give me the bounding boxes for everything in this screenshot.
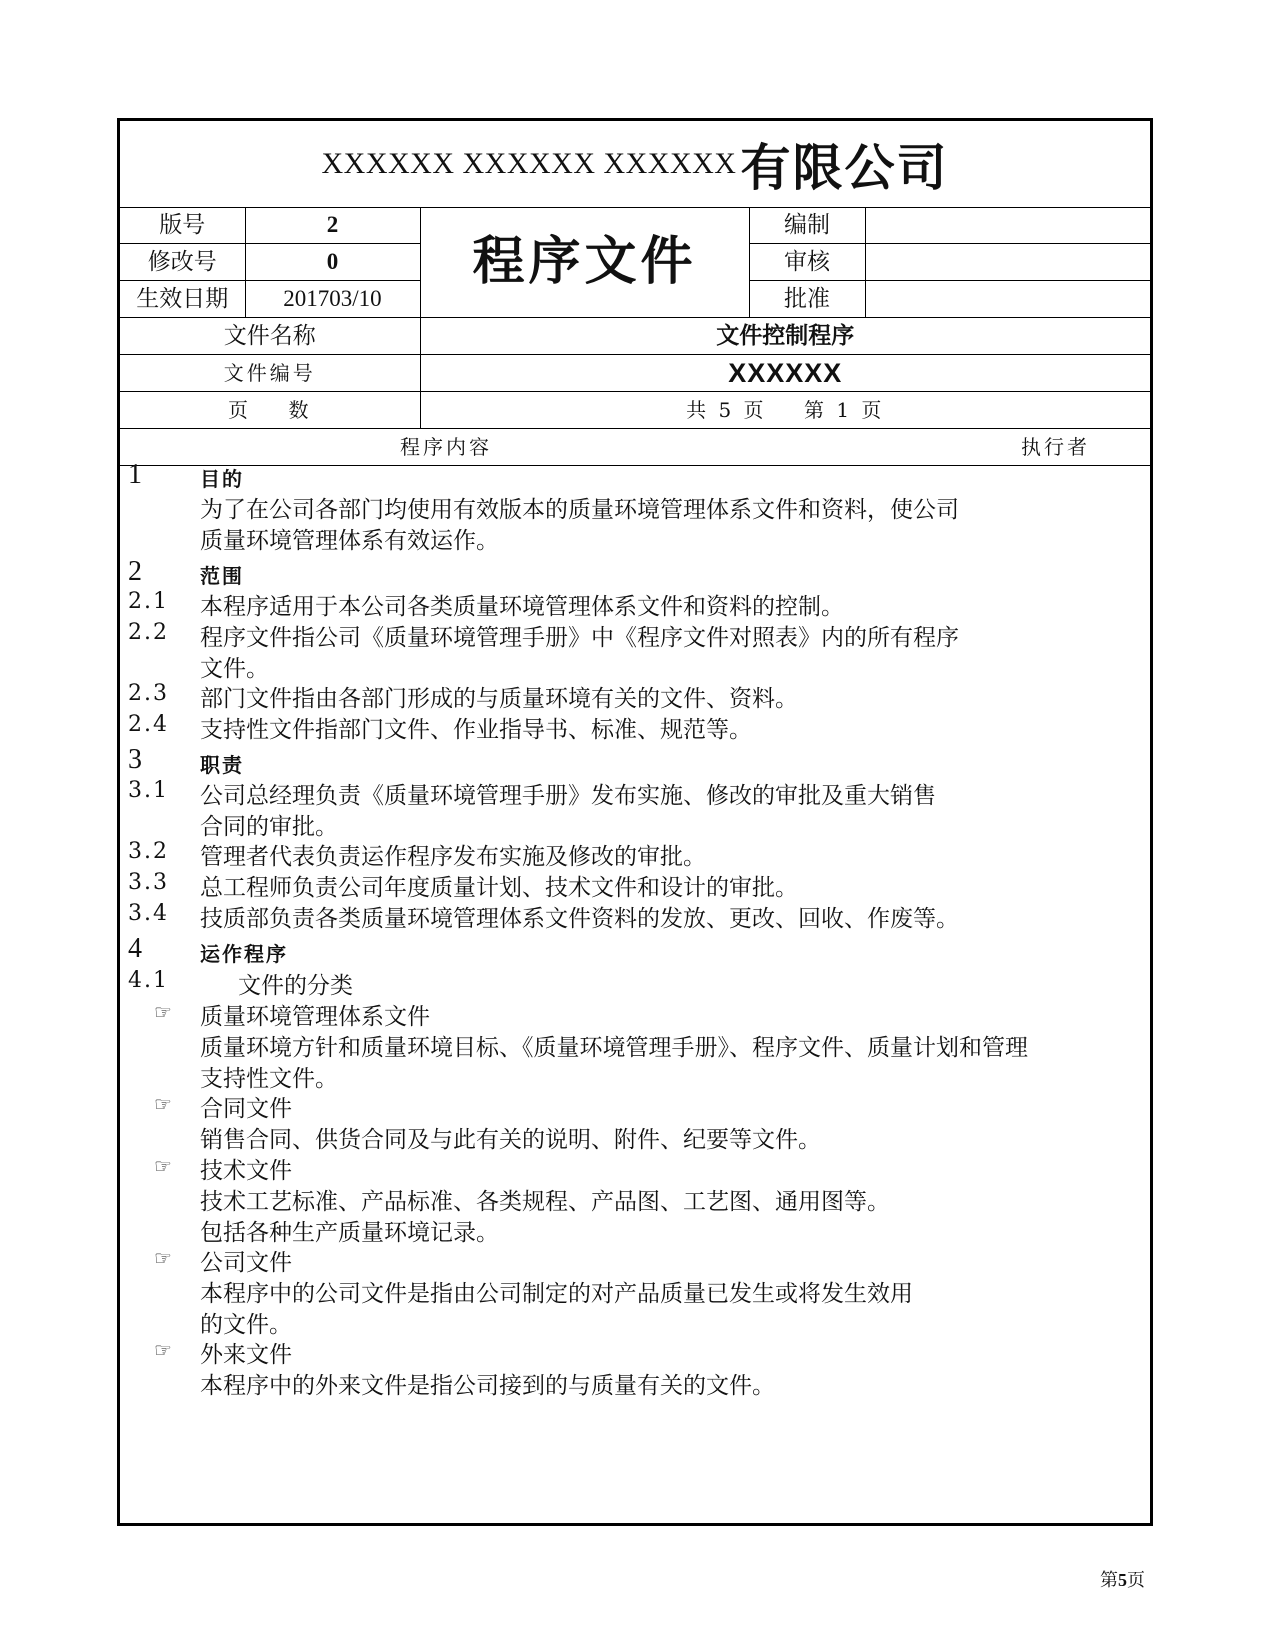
prepared-value bbox=[865, 207, 1150, 244]
reviewed-label: 审核 bbox=[749, 244, 865, 281]
clause-number: 2.2 bbox=[128, 620, 169, 645]
prepared-label: 编制 bbox=[749, 207, 865, 244]
clause-text: 合同的审批。 bbox=[200, 814, 338, 840]
document-header-table bbox=[120, 207, 1150, 466]
reviewed-value bbox=[865, 244, 1150, 281]
clause-text: 技质部负责各类质量环境管理体系文件资料的发放、更改、回收、作废等。 bbox=[200, 906, 959, 932]
clause-text: 本程序适用于本公司各类质量环境管理体系文件和资料的控制。 bbox=[200, 594, 844, 620]
pointing-hand-icon: ☞ bbox=[154, 1092, 172, 1116]
section-number: 2 bbox=[128, 556, 142, 587]
section-title-operation: 运作程序 bbox=[200, 942, 288, 966]
section-number: 3 bbox=[128, 744, 142, 775]
company-title bbox=[120, 121, 1150, 208]
category-title: 技术文件 bbox=[200, 1158, 292, 1184]
document-name-value: 文件控制程序 bbox=[420, 318, 1150, 355]
section-title-responsibility: 职责 bbox=[200, 753, 244, 777]
page-suffix: 页 bbox=[1127, 1570, 1145, 1590]
clause-text: 文件的分类 bbox=[238, 973, 353, 999]
page-footer bbox=[1100, 1566, 1145, 1592]
pointing-hand-icon: ☞ bbox=[154, 1154, 172, 1178]
clause-number: 2.3 bbox=[128, 681, 169, 706]
clause-text: 总工程师负责公司年度质量计划、技术文件和设计的审批。 bbox=[200, 875, 798, 901]
version-value: 2 bbox=[245, 207, 420, 244]
category-title: 公司文件 bbox=[200, 1250, 292, 1276]
effective-date-label: 生效日期 bbox=[120, 281, 245, 318]
paragraph: 质量环境管理体系有效运作。 bbox=[200, 528, 499, 554]
clause-text: 程序文件指公司《质量环境管理手册》中《程序文件对照表》内的所有程序 bbox=[200, 625, 959, 651]
clause-text: 支持性文件指部门文件、作业指导书、标准、规范等。 bbox=[200, 717, 752, 743]
document-name-label: 文件名称 bbox=[120, 318, 420, 355]
content-column-header: 程序内容 bbox=[120, 429, 749, 466]
document-code-label: 文件编号 bbox=[120, 355, 420, 392]
category-title: 外来文件 bbox=[200, 1342, 292, 1368]
section-number: 4 bbox=[128, 933, 142, 964]
section-title-scope: 范围 bbox=[200, 564, 244, 588]
category-text: 本程序中的外来文件是指公司接到的与质量有关的文件。 bbox=[200, 1373, 775, 1399]
section-number: 1 bbox=[128, 459, 142, 490]
page-count-label: 页 数 bbox=[120, 392, 420, 429]
pointing-hand-icon: ☞ bbox=[154, 1338, 172, 1362]
page-count-value: 共 5 页 第 1 页 bbox=[420, 392, 1150, 429]
clause-text: 管理者代表负责运作程序发布实施及修改的审批。 bbox=[200, 844, 706, 870]
pointing-hand-icon: ☞ bbox=[154, 1000, 172, 1024]
clause-number: 4.1 bbox=[128, 968, 169, 993]
pointing-hand-icon: ☞ bbox=[154, 1246, 172, 1270]
category-text: 包括各种生产质量环境记录。 bbox=[200, 1220, 499, 1246]
approved-label: 批准 bbox=[749, 281, 865, 318]
effective-date-value: 201703/10 bbox=[245, 281, 420, 318]
clause-text: 文件。 bbox=[200, 656, 269, 682]
clause-text: 公司总经理负责《质量环境管理手册》发布实施、修改的审批及重大销售 bbox=[200, 783, 936, 809]
revision-value: 0 bbox=[245, 244, 420, 281]
approved-value bbox=[865, 281, 1150, 318]
clause-number: 3.3 bbox=[128, 870, 169, 895]
clause-number: 3.4 bbox=[128, 901, 169, 926]
page-prefix: 第 bbox=[1100, 1570, 1118, 1590]
procedure-document bbox=[117, 118, 1153, 1526]
clause-number: 3.1 bbox=[128, 778, 169, 803]
category-text: 技术工艺标准、产品标准、各类规程、产品图、工艺图、通用图等。 bbox=[200, 1189, 890, 1215]
clause-number: 2.4 bbox=[128, 712, 169, 737]
clause-text: 部门文件指由各部门形成的与质量环境有关的文件、资料。 bbox=[200, 686, 798, 712]
version-label: 版号 bbox=[120, 207, 245, 244]
document-code-value: XXXXXX bbox=[420, 355, 1150, 392]
company-name-suffix: 有限公司 bbox=[740, 139, 949, 197]
category-text: 质量环境方针和质量环境目标、《质量环境管理手册》、程序文件、质量计划和管理 bbox=[200, 1035, 1028, 1061]
category-text: 销售合同、供货合同及与此有关的说明、附件、纪要等文件。 bbox=[200, 1127, 821, 1153]
page-number: 5 bbox=[1118, 1570, 1127, 1590]
category-text: 的文件。 bbox=[200, 1312, 292, 1338]
clause-number: 2.1 bbox=[128, 589, 169, 614]
category-title: 质量环境管理体系文件 bbox=[200, 1004, 430, 1030]
category-title: 合同文件 bbox=[200, 1096, 292, 1122]
revision-label: 修改号 bbox=[120, 244, 245, 281]
executor-column-header: 执行者 bbox=[749, 429, 1150, 466]
category-text: 本程序中的公司文件是指由公司制定的对产品质量已发生或将发生效用 bbox=[200, 1281, 913, 1307]
category-text: 支持性文件。 bbox=[200, 1066, 338, 1092]
paragraph: 为了在公司各部门均使用有效版本的质量环境管理体系文件和资料，使公司 bbox=[200, 497, 959, 523]
section-title-purpose: 目的 bbox=[200, 467, 244, 491]
company-name-latin: XXXXXX XXXXXX XXXXXX bbox=[321, 147, 737, 180]
document-type: 程序文件 bbox=[420, 207, 749, 318]
clause-number: 3.2 bbox=[128, 839, 169, 864]
